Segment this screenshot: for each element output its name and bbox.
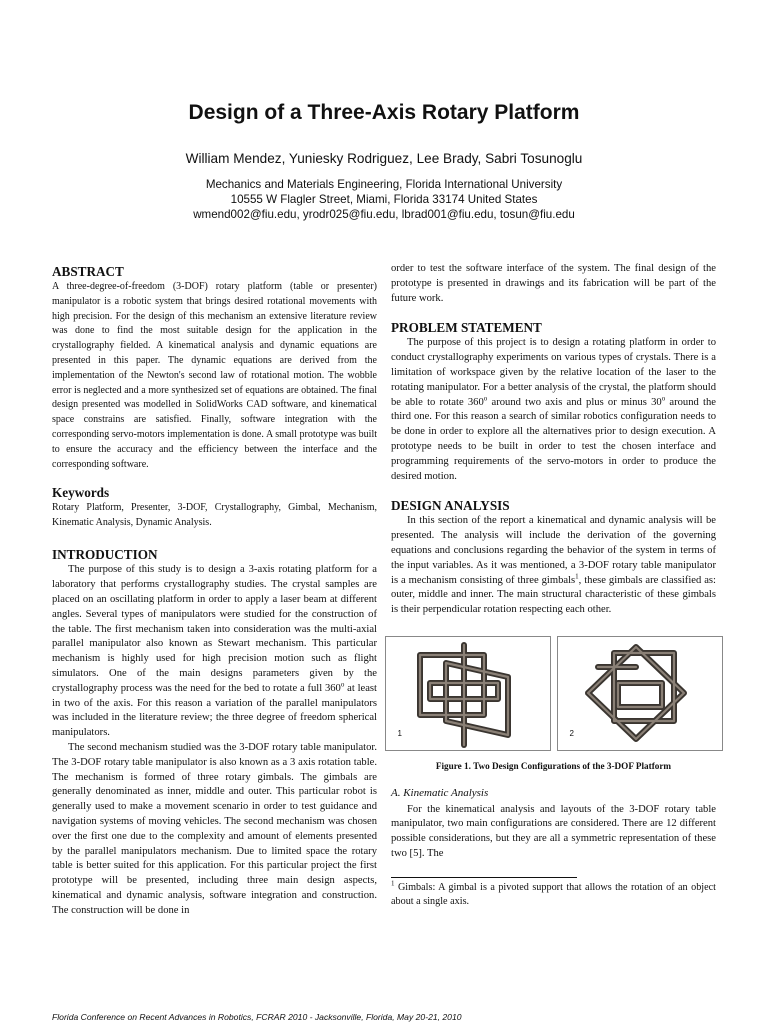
- degree-superscript: o: [661, 394, 666, 403]
- problem-part3: around the third one. For this reason a search of similar robotics configuration needs to be done in order to explore all the alternatives prior to design execution. A prototype needs to be built in order to test the chosen interface and programming requirements of the servo-motors in order to produce the desired motion.: [391, 396, 716, 482]
- paper-title: Design of a Three-Axis Rotary Platform: [188, 101, 580, 124]
- introduction-continued: order to test the software interface of the system. The final design of the prototype is presented in drawings and its fabrication will be part of the future work.: [391, 263, 716, 304]
- affiliation-address: 10555 W Flagler Street, Miami, Florida 33174 United States: [230, 193, 538, 206]
- introduction-paragraph-1: [52, 563, 377, 741]
- right-column: [391, 262, 716, 910]
- introduction-p1-part2: at least in two of the axis. For this reason a variation of the parallel manipulators was included in the literature review; the three degree of freedom spherical manipulators.: [52, 682, 377, 739]
- design-part2: , these gimbals are classified as: outer, middle and inner. The main structural characteristic of these gimbals is their perpendicular rotation respecting each other.: [391, 574, 716, 616]
- footnote-mark: 1: [391, 879, 395, 888]
- keywords-heading: Keywords: [52, 485, 110, 501]
- footnote: [391, 881, 716, 910]
- keywords-text: Rotary Platform, Presenter, 3-DOF, Crystallography, Gimbal, Mechanism, Kinematic Analysis, Dynamic Analysis.: [52, 502, 377, 528]
- abstract-text: A three-degree-of-freedom (3-DOF) rotary platform (table or presenter) manipulator is a robotic system that brings desired rotational movements with high precision. For the design of this mechanism an extensive literature review was done to find the most suitable design for the application in the crystallography fielded. A kinematical analysis and dynamic equations are presented in this paper. The dynamic equations are derived from the implementation of the Newton's second law of rotational motion. The wobble error is neglected and a more synthesized set of equations are obtained. The final design presented was modelled in SolidWorks CAD software, and kinematical space constrains are satisfied. Finally, software integration with the corresponding servo-motors implementation is done. A small prototype was built to ensure the accuracy and the efficiency between the interface and the corresponding software.: [52, 281, 377, 470]
- affiliation-emails: wmend002@fiu.edu, yrodr025@fiu.edu, lbrad001@fiu.edu, tosun@fiu.edu: [193, 208, 575, 221]
- design-analysis-heading: DESIGN ANALYSIS: [391, 498, 510, 514]
- problem-statement-text: [391, 336, 716, 484]
- footnote-divider: [391, 877, 577, 878]
- figure-panel-2: [557, 636, 723, 751]
- affiliation-block: [0, 177, 768, 222]
- footnote-reference: 1: [575, 572, 579, 581]
- author-list: William Mendez, Yuniesky Rodriguez, Lee Brady, Sabri Tosunoglu: [185, 151, 583, 166]
- introduction-heading: INTRODUCTION: [52, 547, 158, 563]
- page-footer: Florida Conference on Recent Advances in Robotics, FCRAR 2010 - Jacksonville, Florida, May 20-21, 2010: [52, 1012, 462, 1022]
- figure-1-caption: Figure 1. Two Design Configurations of the 3-DOF Platform: [435, 760, 672, 771]
- abstract-section: [52, 264, 377, 472]
- affiliation-department: Mechanics and Materials Engineering, Florida International University: [205, 178, 563, 191]
- design-analysis-text: [391, 514, 716, 618]
- degree-superscript: o: [483, 394, 488, 403]
- problem-part1: The purpose of this project is to design a rotating platform in order to conduct crystallography experiments on various types of crystals. There is a limitation of workspace given by the relative location of the laser to the rotating manipulator. For a better analysis of the crystal, the platform should be able to rotate 360: [391, 337, 716, 408]
- introduction-p1-part1: The purpose of this study is to design a 3-axis rotating platform for a laboratory that performs crystallography studies. The crystal samples are placed on an oscillating platform in order to apply a laser beam at different angles. Several types of manipulators were studied for the construction of the table. The first mechanism taken into consideration was the multi-axial parallel manipulator also known as Stewart mechanism. This particular mechanism is highly used for high precision motion such as flight simulators. One of the main designs parameters given by the crystallography process was the need for the bed to rotate a full 360: [52, 564, 377, 694]
- problem-statement-section: [391, 320, 716, 484]
- figure-1: [391, 636, 716, 751]
- left-column: [52, 264, 377, 918]
- introduction-section: [52, 547, 377, 918]
- keywords-section: [52, 485, 377, 530]
- figure-panel-1-label: 1: [397, 729, 402, 739]
- abstract-heading: ABSTRACT: [52, 264, 124, 279]
- introduction-paragraph-2: The second mechanism studied was the 3-DOF rotary table manipulator. The 3-DOF rotary table manipulator is also known as a 3 axis rotation table. The mechanism is formed of three rotary gimbals. The gimbals are generally denominated as inner, middle and outer. This particular robot is generally used to make a movement scenario in order to test guidance and navigation systems of moving vehicles. The second mechanism was chosen over the first one due to the complexity and amount of elements presented by the parallel manipulators mechanism. Due to limited space the rotary table is better suited for this application. For this particular project the first prototype will be presented, including three main design aspects, kinematical and dynamic analysis, software integration and construction. The construction will be done in: [52, 741, 377, 916]
- figure-panel-2-label: 2: [569, 729, 574, 739]
- footnote-text: Gimbals: A gimbal is a pivoted support that allows the rotation of an object about a single axis.: [391, 881, 716, 908]
- gimbal-configuration-1-image: [386, 637, 550, 750]
- kinematic-analysis-text: For the kinematical analysis and layouts of the 3-DOF rotary table manipulator, two main configurations are considered. There are 12 different possible considerations, but they are all a symmetric representation of these two [5]. The: [391, 803, 716, 859]
- problem-part2: around two axis and plus or minus 30: [487, 396, 662, 408]
- kinematic-analysis-heading: A. Kinematic Analysis: [391, 786, 489, 799]
- figure-panel-1: [385, 636, 551, 751]
- design-part1: In this section of the report a kinematical and dynamic analysis will be presented. The analysis will include the derivation of the governing equations and conclusions regarding the behavior of the system in terms of the input variables. As it was mentioned, a 3-DOF rotary table manipulator is a mechanism consisting of three gimbals: [391, 515, 716, 586]
- design-analysis-section: [391, 498, 716, 618]
- gimbal-configuration-2-image: [558, 637, 722, 750]
- degree-superscript: o: [340, 680, 345, 689]
- problem-statement-heading: PROBLEM STATEMENT: [391, 320, 542, 336]
